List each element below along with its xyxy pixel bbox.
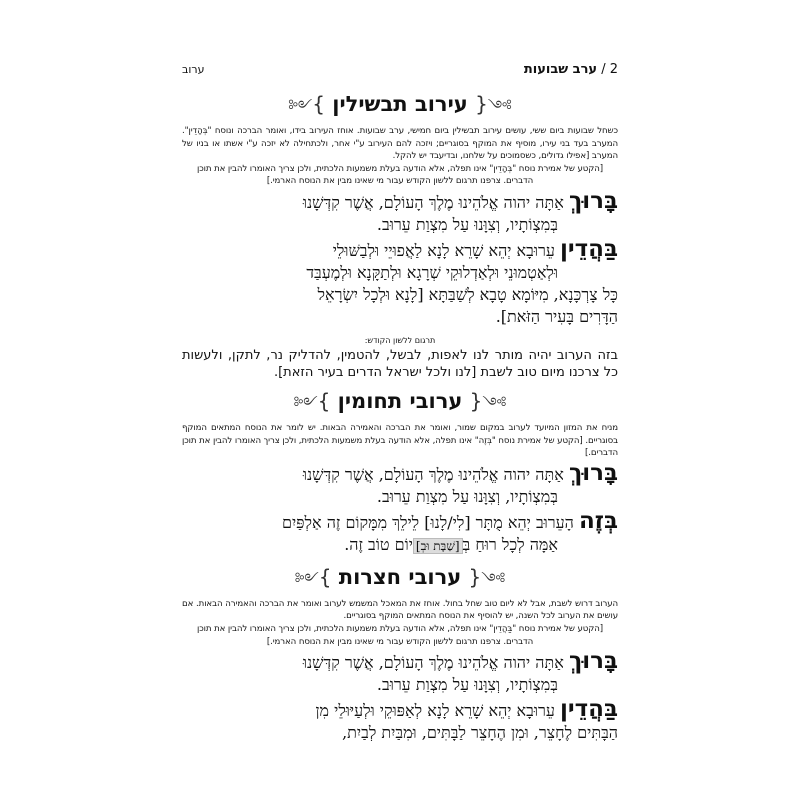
blessing-first-word: בָּרוּךְ [568, 459, 618, 486]
blessing-text: אַתָּה יהוה אֱלֹהֵינוּ מֶלֶךְ הָעוֹלָם, אֲשֶׁר קִדְּשָׁנוּ [302, 653, 564, 673]
ornament-left-icon: }༺ [293, 388, 331, 413]
ornament-right-icon: ༻{ [468, 564, 506, 589]
ornament-left-icon: }༺ [294, 564, 332, 589]
declaration [182, 507, 618, 557]
declaration-line: אַמָּה לְכָל רוּחַ בְּ[שַׁבָּת וּבְ]יוֹם טוֹב זֶה. [344, 534, 558, 554]
ornament-left-icon: }༺ [288, 92, 325, 116]
running-head-topic: ערוב [182, 63, 205, 76]
section-title-text: ערובי תחומין [337, 388, 463, 413]
prayer-book-page [182, 62, 618, 744]
declaration [182, 235, 618, 328]
section-title-text: עירוב תבשילין [332, 92, 468, 116]
blessing-text: אַתָּה יהוה אֱלֹהֵינוּ מֶלֶךְ הָעוֹלָם, אֲשֶׁר קִדְּשָׁנוּ [302, 192, 564, 212]
declaration-line: הַדָּרִים בָּעִיר הַזֹּאת]. [495, 306, 618, 326]
declaration-first-word: בַּהֲדֵין [559, 235, 618, 262]
blessing-first-word: בָּרוּךְ [568, 648, 618, 675]
declaration-line: עֵרוּבָא יְהֵא שָׁרֵא לָנָא לַאֲפוּיֵי וּלְבַשּׁוּלֵי [332, 240, 555, 260]
running-head [182, 62, 618, 84]
instruction-note: [הקטע של אמירת נוסח "בַּהֲדֵין" אינו תפלה, אלא הודעה בעלת משמעות הלכתית, ולכן צריך האומרו להבין את תוכן הדברים. צרפנו תרגום ללשון הקודש עבור מי שאינו מבין את הנוסח הארמי.] [197, 623, 603, 647]
blessing [182, 187, 618, 236]
blessing-continuation: בְּמִצְוֹתָיו, וְצִוָּנוּ עַל מִצְוַת עֵרוּב. [376, 486, 558, 506]
declaration-first-word: בְּזֶה [578, 507, 618, 534]
instruction-paragraph: כשחל שבועות ביום ששי, עושים עירוב תבשילין ביום חמישי, ערב שבועות. אוחז העירוב בידו, ואומר הברכה ונוסח "בְּהָדֵין". המערב בעד בני עירו, מוסיף את המוקף בסוגריים; ויזכה להם העירוב ע"י אחר, ולכתחילה לא יזכה ע"י אשתו או בניו של המערב [אפילו גדולים, כשסמוכים על שלחנו, ובדיעבד יש להקל. [182, 126, 618, 162]
section-title-eruvei-techumin [182, 387, 618, 417]
ornament-right-icon: ༻{ [469, 388, 507, 413]
section-title-eruvei-chatzeirot [182, 563, 618, 593]
section-title-eruv-tavshilin [182, 90, 618, 120]
blessing [182, 650, 618, 696]
instruction-note: [הקטע של אמירת נוסח "בְּהָדֵין" אינו תפלה, אלא הודעה בעלת משמעות הלכתית, ולכן צריך האומרו להבין את תוכן הדברים. צרפנו תרגום ללשון הקודש עבור מי שאינו מבין את הנוסח הארמי.] [197, 163, 603, 187]
blessing-continuation: בְּמִצְוֹתָיו, וְצִוָּנוּ עַל מִצְוַת עֵרוּב. [376, 214, 558, 234]
instruction-paragraph: הערוב דרוש לשבת, אבל לא ליום טוב שחל בחול. אוחז את המאכל המשמש לערוב ואומר את הברכה והאמירה הבאות. אם עושים את הערוב לכל השנה, יש להוסיף את הנוסח המתאים המוקף בסוגריים. [182, 598, 618, 622]
book-section-title: ערב שבועות [523, 62, 598, 77]
declaration-line: הַבָּתִּים לֶחָצֵר, וּמִן הֶחָצֵר לַבָּתִּים, וּמִבַּיִת לְבַיִת, [342, 723, 618, 743]
declaration-first-word: בַּהֲדֵין [559, 696, 618, 723]
declaration-line: וּלְאַטְמוּנֵי וּלְאַדְלוּקֵי שְׁרָגָא וּלְתַקָּנָא וּלְמֶעְבַּד [306, 262, 558, 282]
blessing-continuation: בְּמִצְוֹתָיו, וְצִוָּנוּ עַל מִצְוַת עֵרוּב. [376, 675, 558, 695]
page-number: 2 [609, 62, 618, 77]
declaration-line: הָעֵרוּב יְהֵא מֻתָּר [לִי/לָנוּ] לֵילֵךְ מִמָּקוֹם זֶה אַלְפַּיִם [281, 512, 574, 532]
declaration-line: עֵרוּבָא יְהֵא שָׁרֵא לָנָא לְאַפּוּקֵי וּלְעַיּוּלֵי מִן [315, 701, 555, 721]
blessing-text: אַתָּה יהוה אֱלֹהֵינוּ מֶלֶךְ הָעוֹלָם, אֲשֶׁר קִדְּשָׁנוּ [302, 464, 564, 484]
running-head-section [524, 62, 618, 77]
declaration [182, 698, 618, 744]
blessing-first-word: בָּרוּךְ [568, 187, 618, 214]
running-head-separator: / [597, 62, 610, 77]
translation-text: בזה הערוב יהיה מותר לנו לאפות, לבשל, להטמין, להדליק נר, לתקן, ולעשות כל צרכנו מיום טוב לשבת [לנו ולכל ישראל הדרים בעיר הזאת]. [182, 347, 618, 380]
optional-text-highlight: [שַׁבָּת וּבְ] [413, 538, 463, 554]
declaration-line: כָּל צָרְכָּנָא, מִיּוֹמָא טָבָא לְשַׁבַּתָּא [לָנָא וּלְכָל יִשְׂרָאֵל [317, 284, 618, 304]
translation-label: תרגום ללשון הקודש: [364, 335, 436, 345]
section-title-text: ערובי חצרות [338, 564, 462, 589]
ornament-right-icon: ༻{ [475, 92, 512, 116]
instruction-paragraph: מניח את המזון המיועד לערוב במקום שמור, ואומר את הברכה והאמירה הבאות. יש לומר את הנוסח המתאים המוקף בסוגריים. [הקטע של אמירת נוסח "בְּזֶה" אינו תפלה, אלא הודעה בעלת משמעות הלכתית, ולכן צריך האומרו להבין את תוכן הדברים.] [182, 422, 618, 459]
blessing [182, 459, 618, 508]
